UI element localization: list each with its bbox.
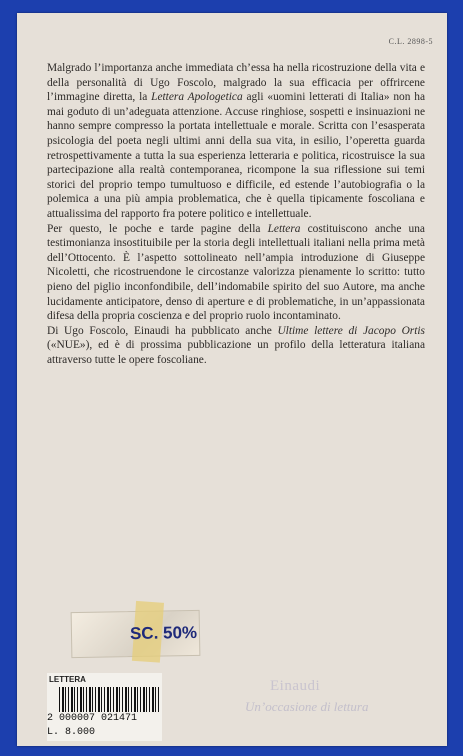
barcode-title: LETTERA (49, 675, 86, 684)
barcode-icon (59, 687, 159, 712)
work-title: Ultime lettere di Jacopo Ortis (277, 324, 425, 337)
barcode-number: 2 000007 021471 (47, 713, 138, 724)
publisher-name: Einaudi (270, 678, 321, 694)
catalog-code: C.L. 2898-5 (388, 37, 433, 46)
barcode-label (47, 673, 162, 741)
blurb-paragraph-2: Per questo, le poche e tarde pagine della Lettera costituiscono anche una testimonianza insostituibile per la storia degli intellettuali italiani nella prima metà dell’Ottocento. È l’aspetto sottolineato nell’ampia introduzione di Giuseppe Nicoletti, che ricostruendone le circostanze valorizza pienamente lo scritto: tutto pieno del piglio inconfondibile, dell’indomabile spirito del suo Autore, ma anche lucidamente anticipatore, denso di aperture e di problematiche, in un’appassionata difesa della propria coscienza e del proprio ruolo incontaminato. (47, 222, 425, 323)
work-title: Lettera (267, 222, 301, 235)
book-back-cover (17, 13, 447, 746)
blurb-text (47, 61, 425, 367)
publisher-tagline: Un’occasione di lettura (245, 699, 369, 714)
work-title: Lettera Apologetica (151, 91, 243, 104)
price-sticker (71, 610, 201, 658)
discount-label: SC. 50% (129, 622, 198, 644)
blurb-paragraph-1: Malgrado l’importanza anche immediata ch’essa ha nella ricostruzione della vita e della personalità di Ugo Foscolo, malgrado la sua efficacia per offrircene l’immagine diretta, la Lettera Apologetica agli «uomini letterati di Italia» non ha mai goduto di un’adeguata attenzione. Accuse ringhiose, sospetti e insinuazioni ne hanno sempre compresso la portata intellettuale e morale. Scritta con l’esasperata psicologia del poeta negli ultimi anni della sua vita, in esilio, l’operetta guarda retrospettivamente a tutta la sua esperienza letteraria e politica, ricostruisce la sua partecipazione alla realtà contemporanea, ricompone la sua riflessione sui temi storici del proprio tempo tumultuoso e difficile, ed estende l’autobiografia o la polemica a una più ampia problematica, che è quella tipicamente foscoliana e attualissima del rapporto fra potere politico e intellettuale. (47, 62, 426, 220)
blurb-paragraph-3: Di Ugo Foscolo, Einaudi ha pubblicato anche Ultime lettere di Jacopo Ortis («NUE»), ed è di prossima pubblicazione un profilo della letteratura italiana attraverso tutte le opere foscoliane. (47, 324, 425, 366)
barcode-price: L. 8.000 (47, 727, 96, 738)
